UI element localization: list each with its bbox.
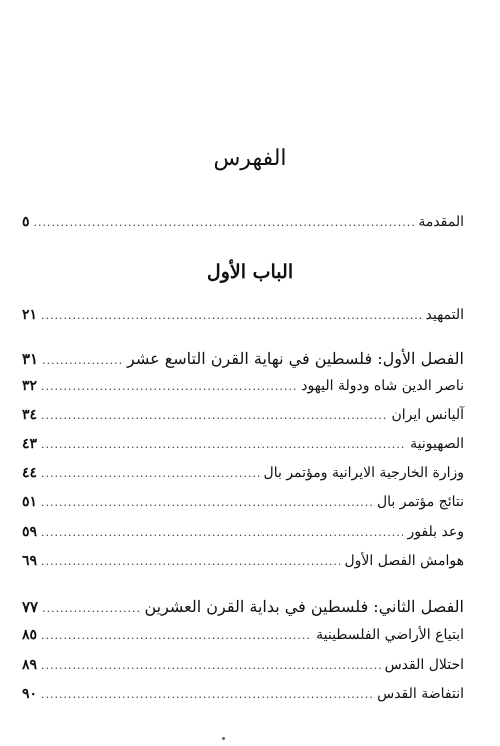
toc-entry bbox=[22, 553, 464, 577]
leader-dots bbox=[42, 354, 123, 367]
leader-dots bbox=[41, 309, 421, 322]
toc-entry-page: ٩٠ bbox=[22, 686, 38, 702]
toc-entry-page: ٣٢ bbox=[22, 378, 38, 394]
page-title: الفهرس bbox=[213, 146, 287, 171]
toc-entry-label: آليانس ايران bbox=[391, 407, 464, 423]
toc-chapter bbox=[22, 349, 464, 373]
leader-dots bbox=[41, 380, 297, 393]
leader-dots bbox=[41, 409, 387, 422]
leader-dots bbox=[41, 688, 373, 701]
toc-entry bbox=[22, 494, 464, 518]
toc-entry-label: انتفاضة القدس bbox=[377, 686, 464, 702]
toc-entry-label: وزارة الخارجية الايرانية ومؤتمر بال bbox=[263, 465, 464, 481]
page-footer-mark bbox=[222, 737, 225, 740]
leader-dots bbox=[42, 602, 140, 615]
toc-entry bbox=[22, 524, 464, 548]
leader-dots bbox=[41, 438, 406, 451]
toc-entry-label: التمهيد bbox=[425, 307, 464, 323]
part-heading: الباب الأول bbox=[206, 261, 294, 283]
toc-entry bbox=[22, 627, 464, 651]
toc-entry-label: المقدمة bbox=[418, 214, 464, 230]
toc-entry bbox=[22, 436, 464, 460]
toc-entry bbox=[22, 686, 464, 710]
toc-entry-label: احتلال القدس bbox=[384, 657, 464, 673]
toc-entry bbox=[22, 465, 464, 489]
toc-entry bbox=[22, 307, 464, 331]
toc-entry-page: ٧٧ bbox=[22, 598, 39, 616]
toc-entry-page: ٤٣ bbox=[22, 436, 38, 452]
toc-entry-label: الفصل الثاني: فلسطين في بداية القرن العشرين bbox=[144, 597, 464, 616]
leader-dots bbox=[41, 629, 312, 642]
toc-entry-label: ناصر الدين شاه ودولة اليهود bbox=[301, 378, 464, 394]
toc-entry-label: هوامش الفصل الأول bbox=[344, 553, 464, 569]
toc-entry-label: نتائج مؤتمر بال bbox=[376, 494, 464, 510]
toc-entry bbox=[22, 657, 464, 681]
toc-entry bbox=[22, 378, 464, 402]
toc-entry-page: ٥ bbox=[22, 214, 30, 230]
toc-entry-page: ٢١ bbox=[22, 307, 38, 323]
leader-dots bbox=[41, 555, 340, 568]
toc-entry-label: الصهيونية bbox=[410, 436, 464, 452]
toc-entry-page: ٣١ bbox=[22, 350, 39, 368]
leader-dots bbox=[34, 216, 415, 229]
toc-entry-page: ٥٩ bbox=[22, 524, 38, 540]
toc-entry-page: ٥١ bbox=[22, 494, 38, 510]
leader-dots bbox=[41, 659, 381, 672]
toc-entry-page: ٤٤ bbox=[22, 465, 38, 481]
toc-chapter bbox=[22, 597, 464, 621]
leader-dots bbox=[41, 526, 403, 539]
leader-dots bbox=[41, 496, 373, 509]
toc-entry-label: ابتياع الأراضي الفلسطينية bbox=[316, 627, 464, 643]
toc-entry-page: ٣٤ bbox=[22, 407, 38, 423]
toc-entry-intro bbox=[22, 214, 464, 238]
toc-entry-label: وعد بلفور bbox=[407, 524, 464, 540]
toc-entry-label: الفصل الأول: فلسطين في نهاية القرن التاسع عشر bbox=[127, 349, 464, 368]
toc-entry-page: ٦٩ bbox=[22, 553, 38, 569]
toc-entry-page: ٨٥ bbox=[22, 627, 38, 643]
toc-entry bbox=[22, 407, 464, 431]
leader-dots bbox=[41, 467, 259, 480]
toc-entry-page: ٨٩ bbox=[22, 657, 38, 673]
